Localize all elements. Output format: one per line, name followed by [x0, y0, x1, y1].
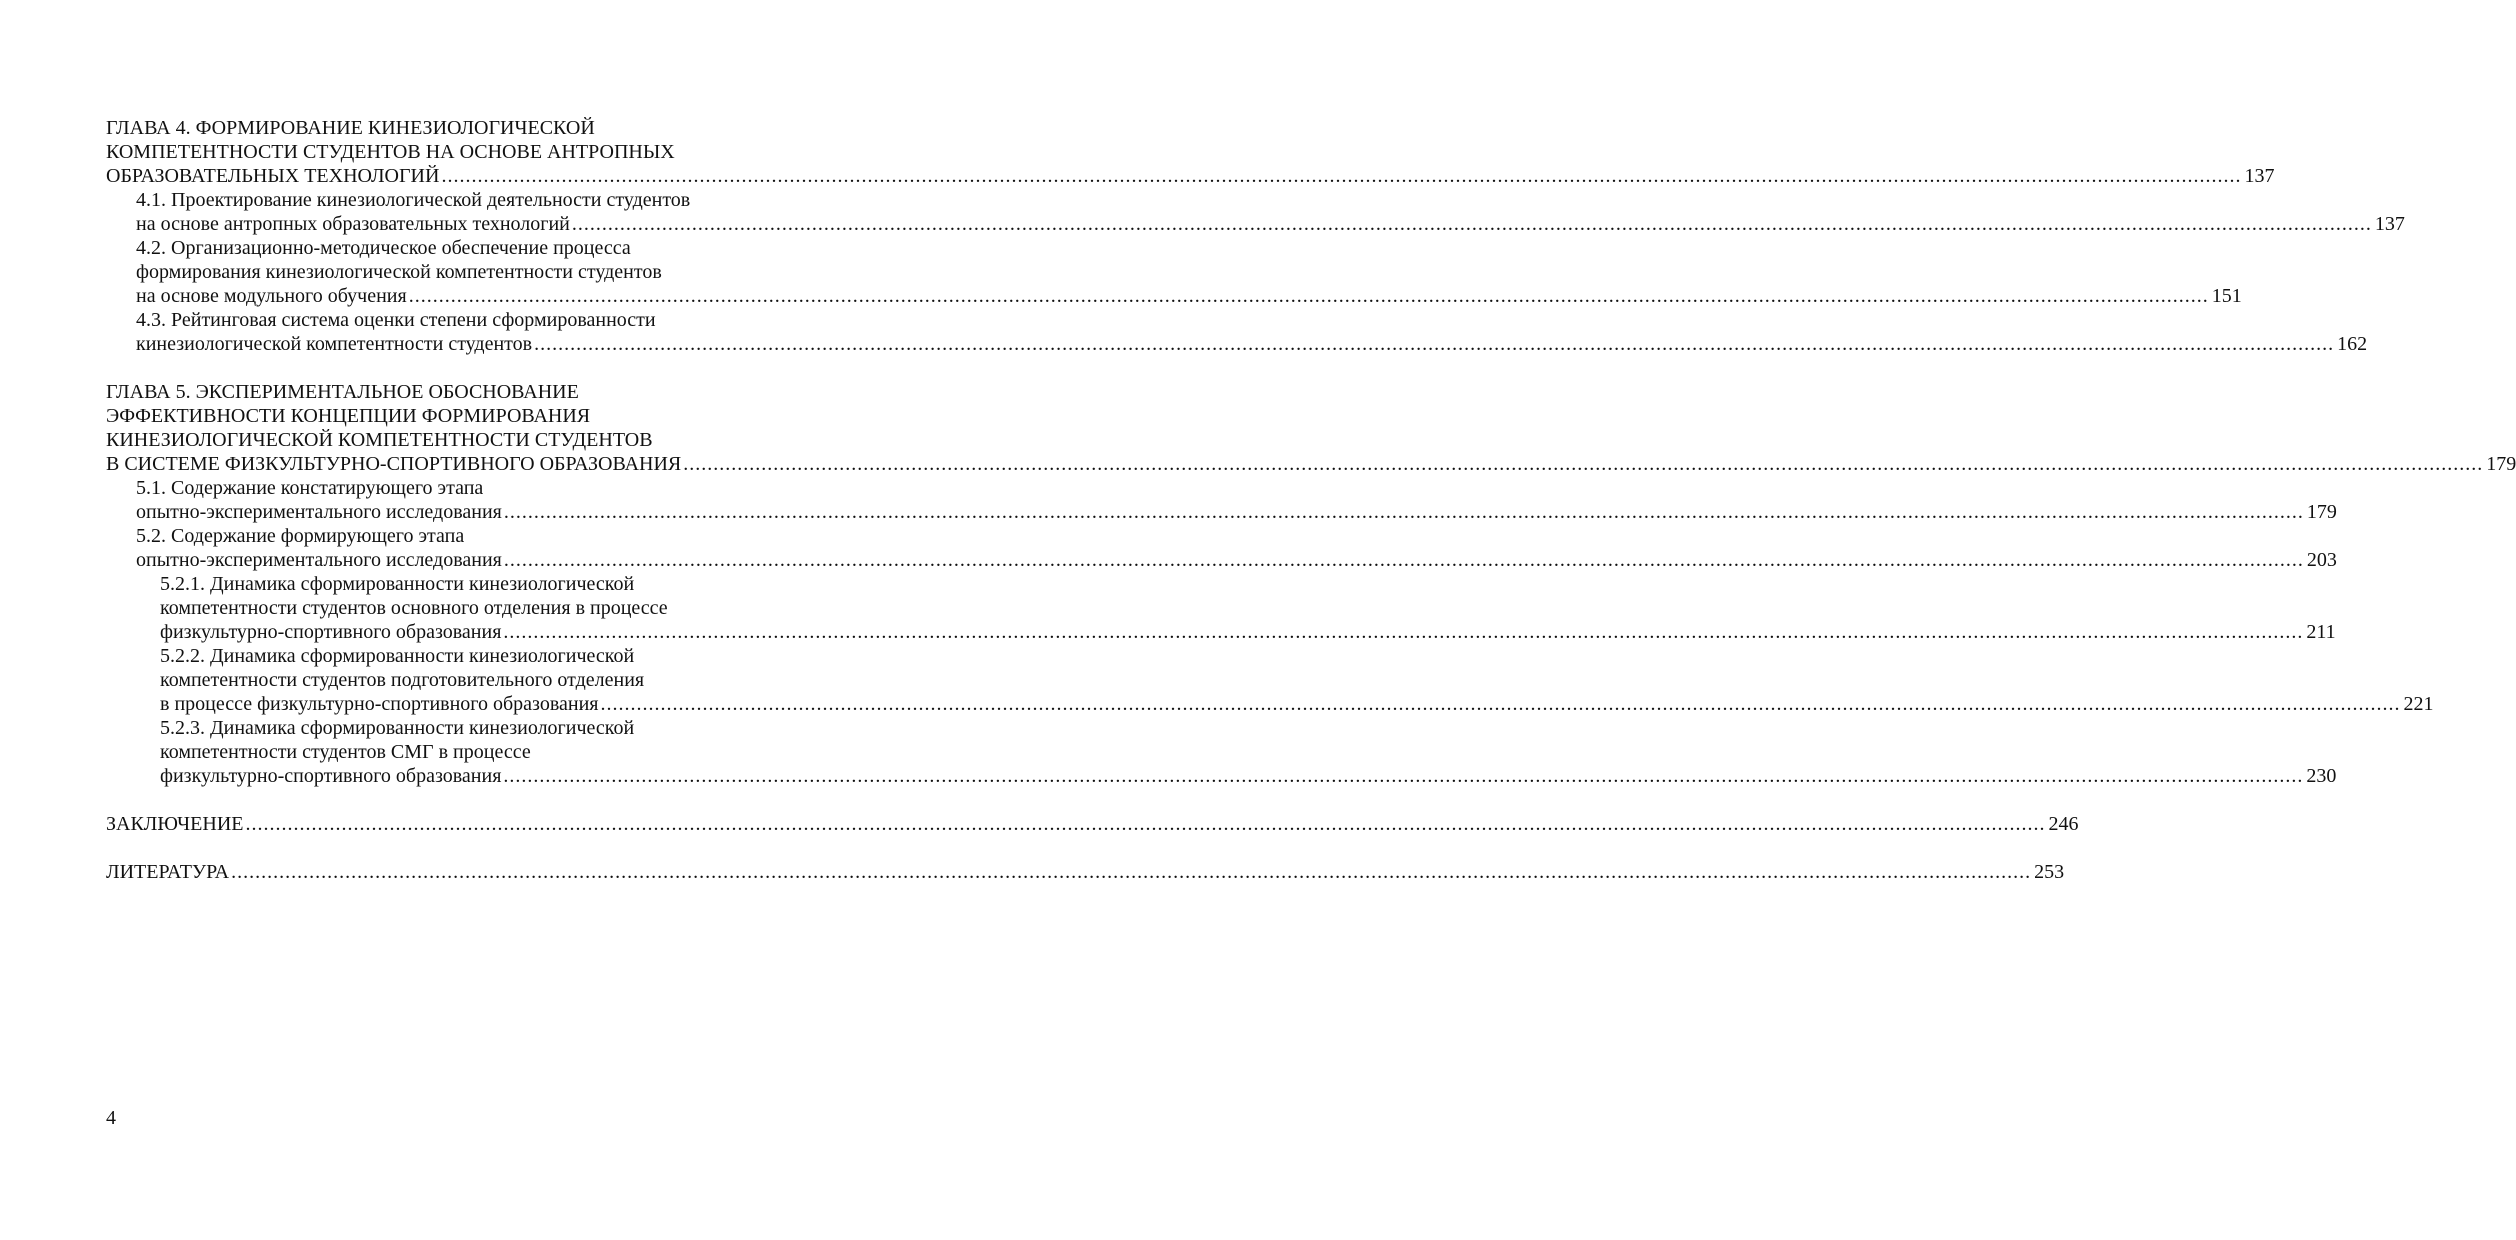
toc-entry-s5-1[interactable]	[106, 476, 2337, 524]
toc-entry-last-line	[136, 332, 2368, 356]
dot-leader: ............................................................................................................................................................................................................................................................................................................	[408, 285, 2209, 307]
toc-entry-last-line	[136, 212, 2405, 236]
toc-entry-line: 5.2.1. Динамика сформированности кинезиологической	[160, 573, 635, 595]
toc-page-number: 179	[2486, 453, 2516, 475]
toc-entry-last-line	[136, 284, 2242, 308]
toc-entry-last-line	[136, 548, 2337, 572]
toc-page-number: 137	[2244, 165, 2275, 187]
toc-entry-s5-2-2[interactable]	[106, 644, 2434, 716]
toc-entry-line: КОМПЕТЕНТНОСТИ СТУДЕНТОВ НА ОСНОВЕ АНТРОПНЫХ	[106, 141, 675, 163]
toc-entry-line: компетентности студентов подготовительного отделения	[160, 669, 645, 691]
toc-entry-s4-3[interactable]	[106, 308, 2368, 356]
toc-entry-s5-2-1[interactable]	[106, 572, 2336, 644]
toc-entry-last-line	[160, 620, 2336, 644]
dot-leader: ............................................................................................................................................................................................................................................................................................................	[503, 765, 2304, 787]
dot-leader: ............................................................................................................................................................................................................................................................................................................	[571, 213, 2372, 235]
dot-leader: ............................................................................................................................................................................................................................................................................................................	[534, 333, 2335, 355]
toc-entry-line: 5.2. Содержание формирующего этапа	[136, 525, 465, 547]
toc-page-number: 137	[2374, 213, 2405, 235]
table-of-contents	[106, 116, 2516, 884]
toc-spacer	[106, 836, 768, 860]
toc-entry-line: КИНЕЗИОЛОГИЧЕСКОЙ КОМПЕТЕНТНОСТИ СТУДЕНТОВ	[106, 429, 653, 451]
toc-entry-line: формирования кинезиологической компетентности студентов	[136, 261, 662, 283]
toc-entry-line: 4.2. Организационно-методическое обеспечение процесса	[136, 237, 631, 259]
toc-spacer	[106, 356, 768, 380]
dot-leader: ............................................................................................................................................................................................................................................................................................................	[231, 861, 2032, 883]
toc-entry-line: 4.3. Рейтинговая система оценки степени сформированности	[136, 309, 656, 331]
toc-page-number: 162	[2337, 333, 2368, 355]
toc-entry-ch5[interactable]	[106, 380, 2516, 476]
toc-entry-s4-2[interactable]	[106, 236, 2242, 308]
dot-leader: ............................................................................................................................................................................................................................................................................................................	[503, 549, 2304, 571]
dot-leader: ............................................................................................................................................................................................................................................................................................................	[503, 501, 2304, 523]
toc-entry-last-line	[106, 860, 2065, 884]
toc-page-number: 203	[2306, 549, 2337, 571]
toc-page-number: 211	[2306, 621, 2336, 643]
toc-entry-line: ЭФФЕКТИВНОСТИ КОНЦЕПЦИИ ФОРМИРОВАНИЯ	[106, 405, 591, 427]
toc-entry-title: ЗАКЛЮЧЕНИЕ	[106, 813, 244, 835]
toc-entry-title: на основе антропных образовательных технологий	[136, 213, 570, 235]
toc-entry-s5-2-3[interactable]	[106, 716, 2337, 788]
toc-entry-literature[interactable]	[106, 860, 2065, 884]
dot-leader: ............................................................................................................................................................................................................................................................................................................	[683, 453, 2484, 475]
toc-entry-s5-2[interactable]	[106, 524, 2337, 572]
toc-entry-title: физкультурно-спортивного образования	[160, 621, 502, 643]
toc-entry-title: опытно-экспериментального исследования	[136, 501, 502, 523]
toc-entry-last-line	[106, 812, 2079, 836]
toc-entry-line: 5.1. Содержание констатирующего этапа	[136, 477, 484, 499]
toc-entry-title: в процессе физкультурно-спортивного образования	[160, 693, 599, 715]
toc-entry-title: В СИСТЕМЕ ФИЗКУЛЬТУРНО-СПОРТИВНОГО ОБРАЗОВАНИЯ	[106, 453, 682, 475]
toc-page-number: 221	[2403, 693, 2434, 715]
toc-entry-title: опытно-экспериментального исследования	[136, 549, 502, 571]
page-number: 4	[106, 1107, 116, 1129]
toc-entry-last-line	[106, 452, 2516, 476]
toc-entry-title: физкультурно-спортивного образования	[160, 765, 502, 787]
dot-leader: ............................................................................................................................................................................................................................................................................................................	[245, 813, 2046, 835]
toc-page-number: 246	[2048, 813, 2079, 835]
toc-entry-line: ГЛАВА 4. ФОРМИРОВАНИЕ КИНЕЗИОЛОГИЧЕСКОЙ	[106, 117, 595, 139]
dot-leader: ............................................................................................................................................................................................................................................................................................................	[441, 165, 2242, 187]
toc-page-number: 253	[2034, 861, 2065, 883]
dot-leader: ............................................................................................................................................................................................................................................................................................................	[503, 621, 2304, 643]
toc-page-number: 179	[2306, 501, 2337, 523]
toc-entry-s4-1[interactable]	[106, 188, 2405, 236]
toc-entry-title: ЛИТЕРАТУРА	[106, 861, 230, 883]
toc-entry-line: ГЛАВА 5. ЭКСПЕРИМЕНТАЛЬНОЕ ОБОСНОВАНИЕ	[106, 381, 579, 403]
toc-entry-title: кинезиологической компетентности студентов	[136, 333, 533, 355]
toc-entry-title: на основе модульного обучения	[136, 285, 407, 307]
toc-entry-line: 5.2.3. Динамика сформированности кинезиологической	[160, 717, 635, 739]
toc-entry-last-line	[106, 164, 2275, 188]
toc-entry-line: 5.2.2. Динамика сформированности кинезиологической	[160, 645, 635, 667]
toc-entry-title: ОБРАЗОВАТЕЛЬНЫХ ТЕХНОЛОГИЙ	[106, 165, 440, 187]
toc-entry-last-line	[136, 500, 2337, 524]
dot-leader: ............................................................................................................................................................................................................................................................................................................	[600, 693, 2401, 715]
toc-page-number: 230	[2306, 765, 2337, 787]
toc-entry-line: 4.1. Проектирование кинезиологической деятельности студентов	[136, 189, 691, 211]
toc-entry-last-line	[160, 764, 2337, 788]
toc-entry-line: компетентности студентов основного отделения в процессе	[160, 597, 668, 619]
toc-spacer	[106, 788, 768, 812]
toc-entry-line: компетентности студентов СМГ в процессе	[160, 741, 531, 763]
toc-page-number: 151	[2211, 285, 2242, 307]
toc-entry-ch4[interactable]	[106, 116, 2275, 188]
toc-entry-last-line	[160, 692, 2434, 716]
toc-entry-conclusion[interactable]	[106, 812, 2079, 836]
